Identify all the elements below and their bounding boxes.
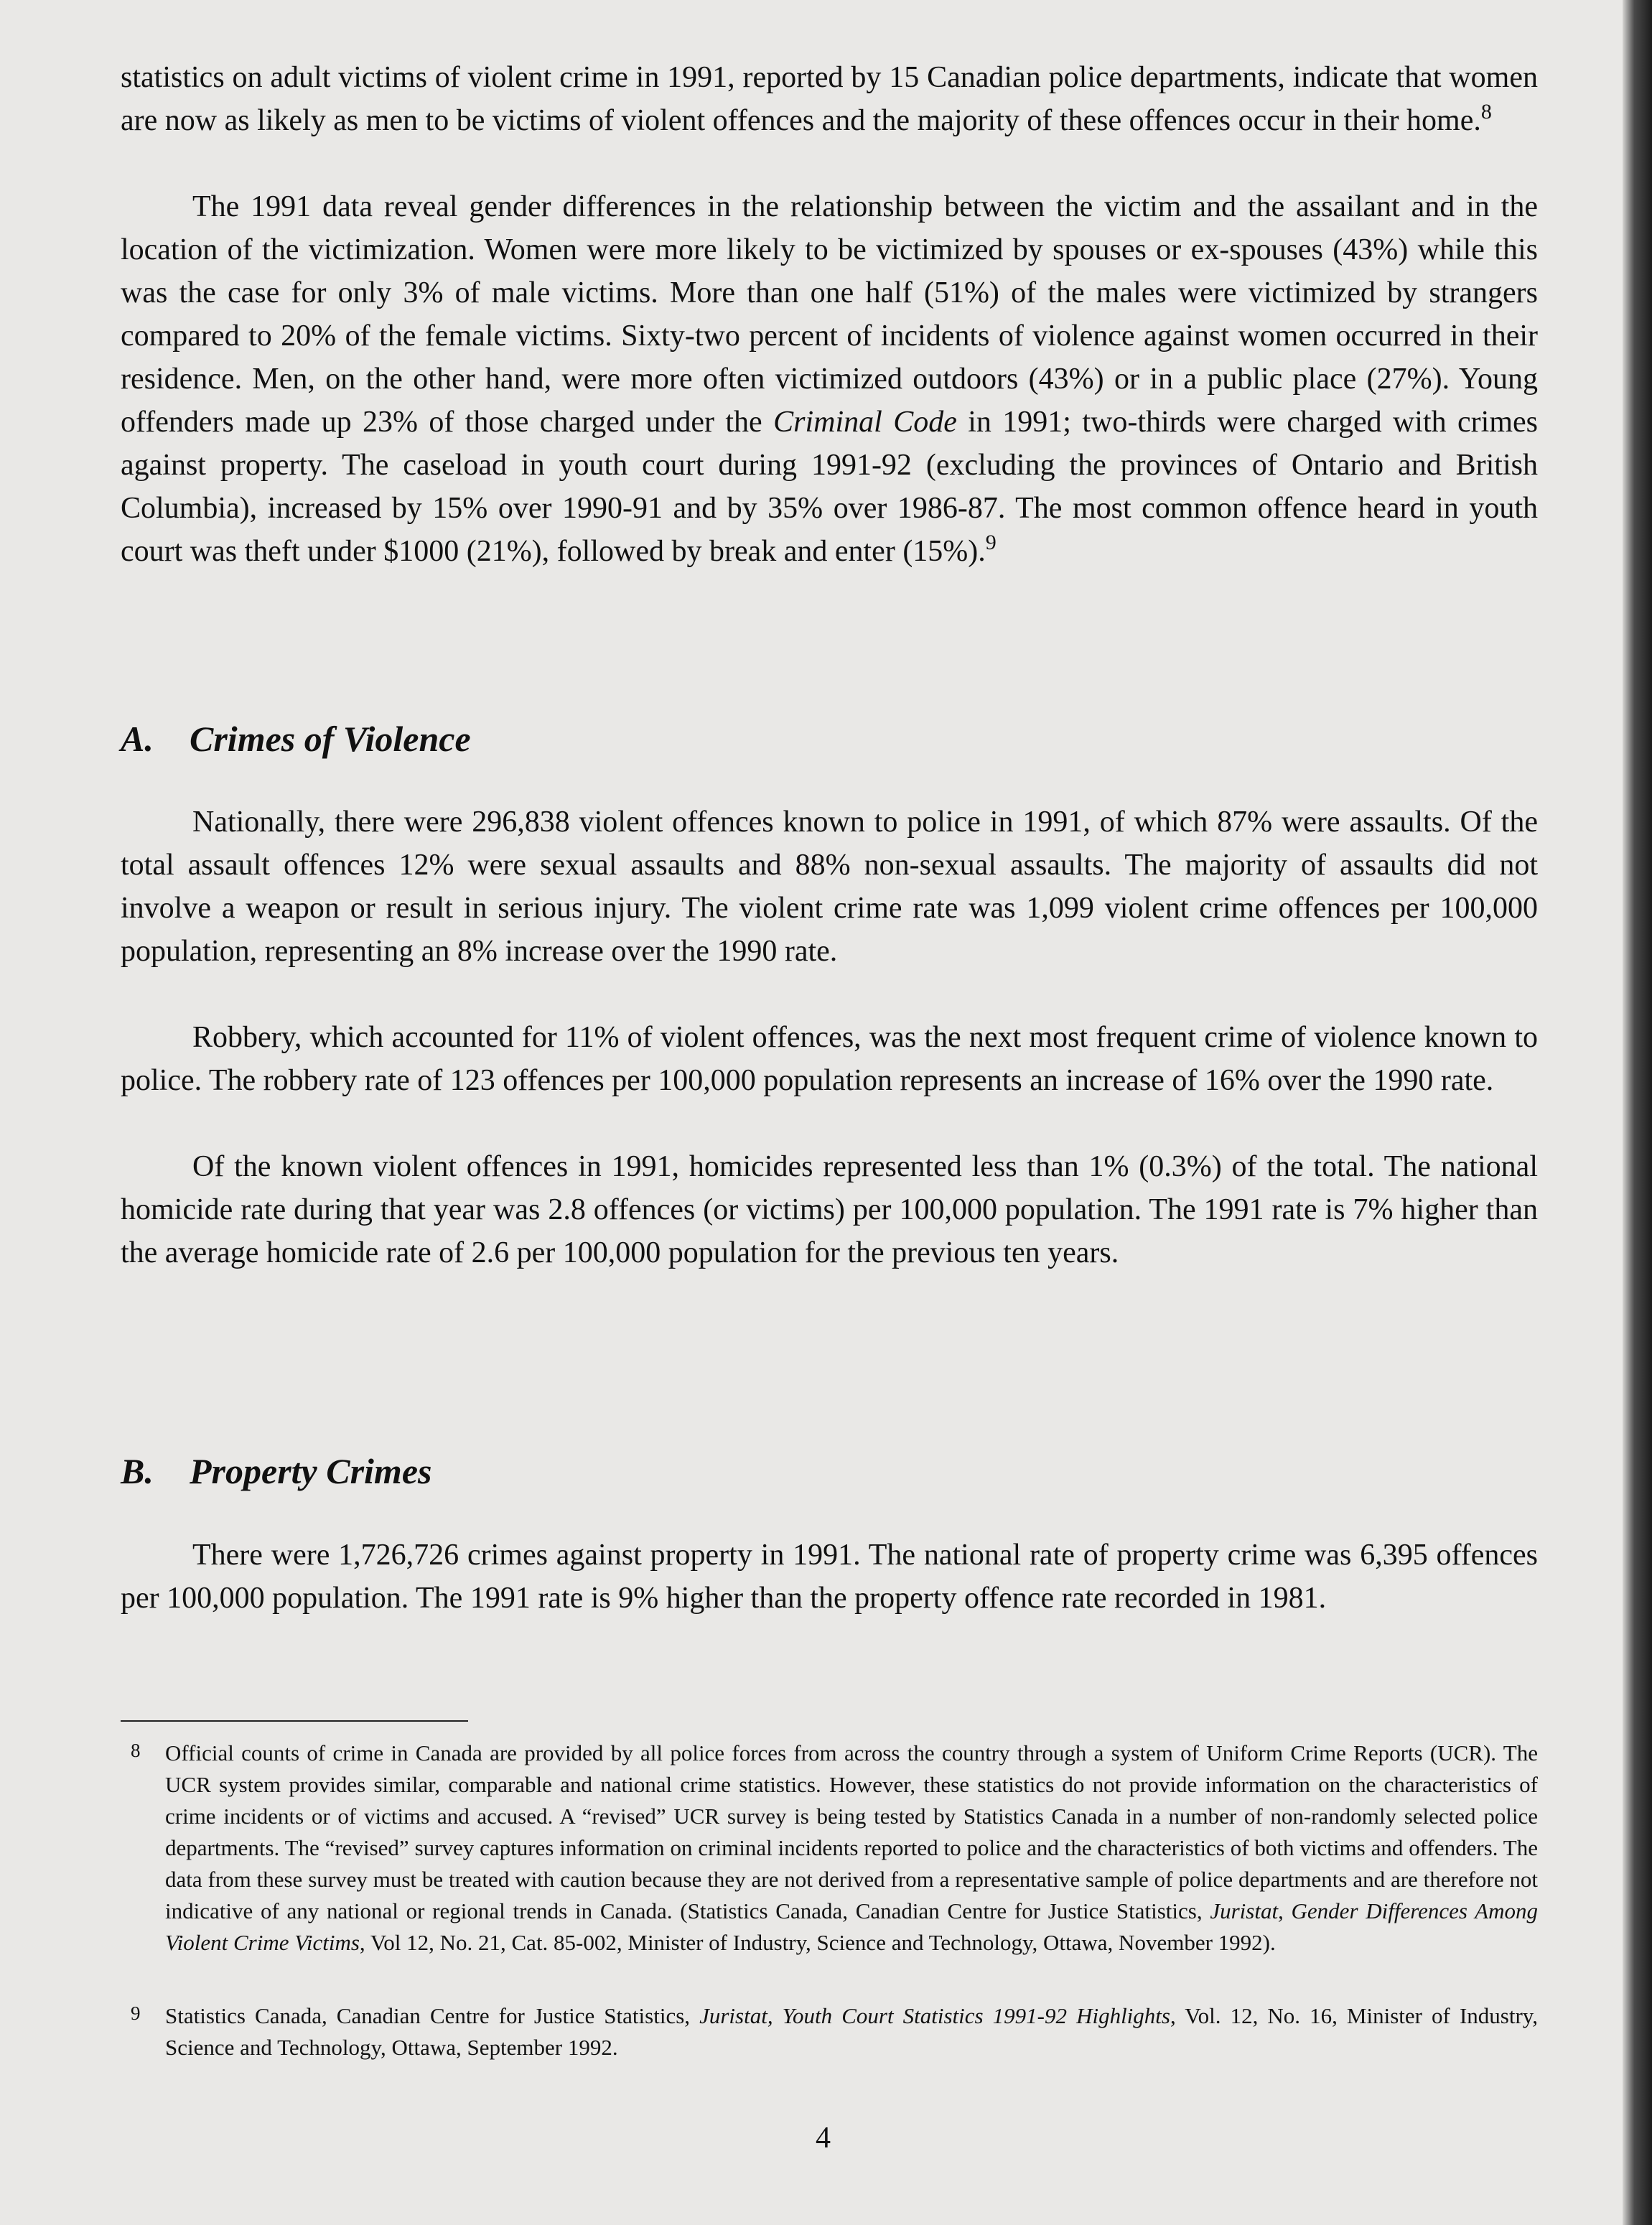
violence-paragraph-3: Of the known violent offences in 1991, homicides represented less than 1% (0.3%) of the total. The national homicide rate during that year was 2.8 offences (or victims) per 100,000 population. The 1991 rate is 7% higher than the average homicide rate of 2.6 per 100,000 population for the previous ten years. — [121, 1150, 1538, 1269]
section-b-body — [121, 1534, 1538, 1620]
intro-paragraph-1: statistics on adult victims of violent crime in 1991, reported by 15 Canadian police departments, indicate that women are now as likely as men to be victims of violent offences and the majority of these offences occur in their home.$^8$ — [121, 61, 1538, 137]
footnote-divider — [121, 1720, 468, 1722]
section-b-letter: B. — [121, 1451, 154, 1491]
violence-paragraph-2: Robbery, which accounted for 11% of violent offences, was the next most frequent crime of violence known to police. The robbery rate of 123 offences per 100,000 population represents an increase of 16% over the 1990 rate. — [121, 1021, 1538, 1097]
footnote-9: 9 Statistics Canada, Canadian Centre for Justice Statistics, Juristat, Youth Court Statistics 1991-92 Highlights, Vol. 12, No. 16, Minister of Industry, Science and Technology, Ottawa, September 1992. — [165, 2000, 1538, 2063]
footnote-8-mark: 8 — [131, 1740, 141, 1761]
footnote-ref-9[interactable]: 9 — [985, 531, 997, 554]
section-b-title: Property Crimes — [190, 1451, 432, 1491]
section-b-heading — [121, 1450, 431, 1492]
property-paragraph-1: There were 1,726,726 crimes against property in 1991. The national rate of property crime was 6,395 offences per 100,000 population. The 1991 rate is 9% higher than the property offence rate recorded in 1981. — [121, 1539, 1538, 1615]
section-a-heading — [121, 718, 471, 760]
section-a-letter: A. — [121, 719, 154, 759]
criminal-code-term: Criminal Code — [773, 406, 957, 439]
section-a-title: Crimes of Violence — [190, 719, 471, 759]
page-number: 4 — [816, 2122, 831, 2155]
section-a-body — [121, 801, 1538, 1274]
scan-edge-shadow — [1623, 0, 1652, 2225]
violence-paragraph-1: Nationally, there were 296,838 violent offences known to police in 1991, of which 87% were assaults. Of the total assault offences 12% were sexual assaults and 88% non-sexual assaults. The majority of assaults did not involve a weapon or result in serious injury. The violent crime rate was 1,099 violent crime offences per 100,000 population, representing an 8% increase over the 1990 rate. — [121, 806, 1538, 968]
intro-paragraph-2: The 1991 data reveal gender differences in the relationship between the victim and the assailant and in the location of the victimization. Women were more likely to be victimized by spouses or ex-spouses (43%) while this was the case for only 3% of male victims. More than one half (51%) of the males were victimized by strangers compared to 20% of the female victims. Sixty-two percent of incidents of violence against women occurred in their residence. Men, on the other hand, were more often victimized outdoors (43%) or in a public place (27%). Young offenders made up 23% of those charged under the Criminal Code in 1991; two-thirds were charged with crimes against property. The caseload in youth court during 1991-92 (excluding the provinces of Ontario and British Columbia), increased by 15% over 1990-91 and by 35% over 1986-87. The most common offence heard in youth court was theft under $1000 (21%), followed by break and enter (15%).$^9$ — [121, 190, 1538, 568]
intro-section — [121, 56, 1538, 573]
footnote-ref-8[interactable]: 8 — [1480, 100, 1492, 123]
footnote-9-mark: 9 — [131, 2002, 141, 2024]
footnote-8: 8 Official counts of crime in Canada are provided by all police forces from across the country through a system of Uniform Crime Reports (UCR). The UCR system provides similar, comparable and national crime statistics. However, these statistics do not provide information on the characteristics of crime incidents or of victims and accused. A “revised” UCR survey is being tested by Statistics Canada in a number of non-randomly selected police departments. The “revised” survey captures information on criminal incidents reported to police and the characteristics of both victims and offenders. The data from these survey must be treated with caution because they are not derived from a representative sample of police departments and are therefore not indicative of any national or regional trends in Canada. (Statistics Canada, Canadian Centre for Justice Statistics, Juristat, Gender Differences Among Violent Crime Victims, Vol 12, No. 21, Cat. 85-002, Minister of Industry, Science and Technology, Ottawa, November 1992). — [165, 1737, 1538, 1959]
